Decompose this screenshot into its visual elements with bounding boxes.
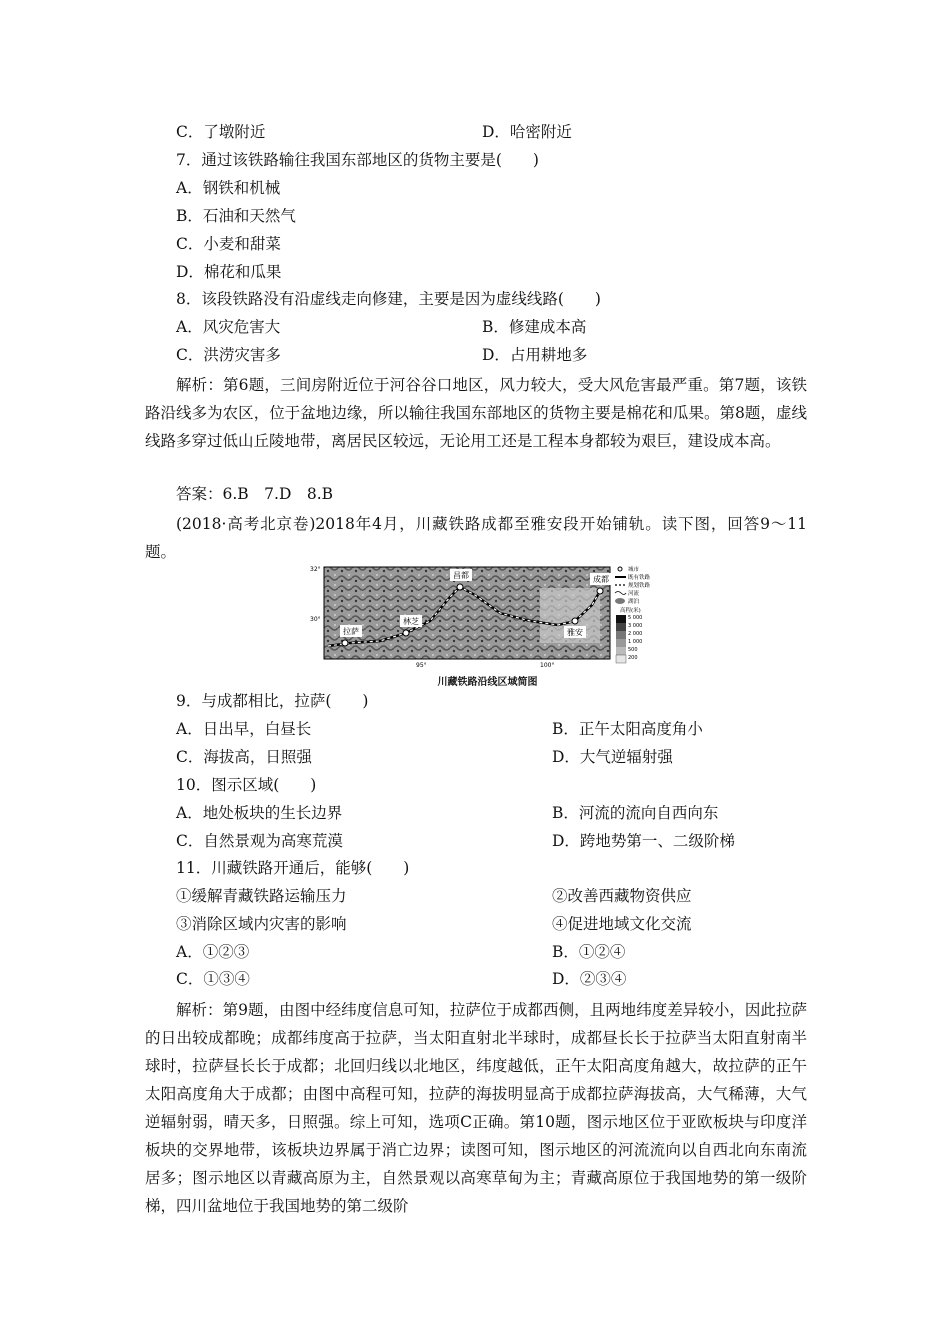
elevation-tick: 500 [628,647,638,653]
legend-label: 规划铁路 [628,583,651,589]
q6-option-d: D．哈密附近 [482,123,572,141]
q9-option-c: C．海拔高，日照强 [176,748,312,766]
q11-option-d: D．②③④ [552,970,627,988]
city-marker-changdu [457,584,463,590]
city-label: 拉萨 [343,627,359,636]
map-legend [615,565,651,663]
q10-option-a: A．地处板块的生长边界 [176,804,343,822]
city-label: 昌都 [453,571,469,580]
q7-option-d: D．棉花和瓜果 [176,263,282,281]
analysis-6-8: 解析：第6题，三间房附近位于河谷谷口地区，风力较大，受大风危害最严重。第7题，该铁路沿线多为农区，位于盆地边缘，所以输往我国东部地区的货物主要是棉花和瓜果。第8题，虚线线路多穿过低山丘陵地带，离居民区较远，无论用工还是工程本身都较为艰巨，建设成本高。 [145,376,807,450]
q11-statement-1: ①缓解青藏铁路运输压力 [176,887,347,905]
q7-option-b: B．石油和天然气 [176,207,296,225]
q9-option-a: A．日出早，白昼长 [176,720,312,738]
q9-option-b: B．正午太阳高度角小 [552,720,703,738]
intro-9-11: (2018·高考北京卷)2018年4月，川藏铁路成都至雅安段开始铺轨。读下图，回答9～11题。 [145,515,807,561]
q6-option-c: C．了墩附近 [176,123,266,141]
legend-label: 湖泊 [628,599,640,605]
legend-label: 河流 [628,591,640,597]
q11-stem: 11．川藏铁路开通后，能够( ) [176,859,410,877]
q8-stem: 8．该段铁路没有沿虚线走向修建，主要是因为虚线线路( ) [176,290,601,308]
q10-option-b: B．河流的流向自西向东 [552,804,719,822]
city-marker-lasa [342,640,348,646]
q8-option-a: A．风灾危害大 [176,318,281,336]
q10-option-c: C．自然景观为高寒荒漠 [176,832,343,850]
analysis-9-11: 解析：第9题，由图中经纬度信息可知，拉萨位于成都西侧，且两地纬度差异较小，因此拉萨的日出较成都晚；成都纬度高于拉萨，当太阳直射北半球时，成都昼长长于拉萨当太阳直射南半球时，拉萨昼长长于成都；北回归线以北地区，纬度越低，正午太阳高度角越大，故拉萨的正午太阳高度角大于成都；由图中高程可知，拉萨的海拔明显高于成都拉萨海拔高，大气稀薄，大气逆辐射弱，晴天多，日照强。综上可知，选项C正确。第10题，图示地区位于亚欧板块与印度洋板块的交界地带，该板块边界属于消亡边界；读图可知，图示地区的河流流向以自西北向东南流居多；图示地区以青藏高原为主，自然景观以高寒草甸为主；青藏高原位于我国地势的第一级阶梯，四川盆地位于我国地势的第二级阶 [145,1001,807,1215]
q7-option-a: A．钢铁和机械 [176,179,281,197]
latitude-label: 32° [310,566,321,573]
q8-option-d: D．占用耕地多 [482,346,588,364]
city-label: 成都 [593,575,609,584]
elevation-tick: 5 000 [628,615,643,621]
q10-option-d: D．跨地势第一、二级阶梯 [552,832,735,850]
q11-statement-2: ②改善西藏物资供应 [552,887,692,905]
elevation-tick: 200 [628,655,638,661]
q10-stem: 10．图示区域( ) [176,776,317,794]
q9-option-d: D．大气逆辐射强 [552,748,673,766]
q7-stem: 7．通过该铁路输往我国东部地区的货物主要是( ) [176,151,539,169]
city-marker-linzhi [403,630,409,636]
answer-6-8: 答案：6.B 7.D 8.B [176,485,334,503]
q9-stem: 9．与成都相比，拉萨( ) [176,692,369,710]
q11-statement-4: ④促进地域文化交流 [552,915,692,933]
map-caption: 川藏铁路沿线区域简图 [437,677,538,688]
q7-option-c: C．小麦和甜菜 [176,235,281,253]
legend-label: 城市 [628,567,640,573]
elevation-tick: 3 000 [628,623,643,629]
city-label: 林芝 [403,617,419,626]
q11-option-c: C．①③④ [176,970,250,988]
elevation-tick: 2 000 [628,631,643,637]
elevation-tick: 1 000 [628,639,643,645]
sichuan-tibet-railway-map [310,563,665,673]
q8-option-b: B．修建成本高 [482,318,587,336]
latitude-label: 30° [310,616,321,623]
longitude-label: 100° [540,662,555,669]
legend-label: 既有铁路 [628,575,651,581]
q11-statement-3: ③消除区域内灾害的影响 [176,915,347,933]
q11-option-b: B．①②④ [552,943,626,961]
city-marker-chengdu [597,588,603,594]
legend-label: 高程(米) [620,608,641,614]
city-marker-yaan [572,618,578,624]
city-label: 雅安 [567,628,583,637]
q8-option-c: C．洪涝灾害多 [176,346,281,364]
longitude-label: 95° [416,662,427,669]
q11-option-a: A．①②③ [176,943,250,961]
